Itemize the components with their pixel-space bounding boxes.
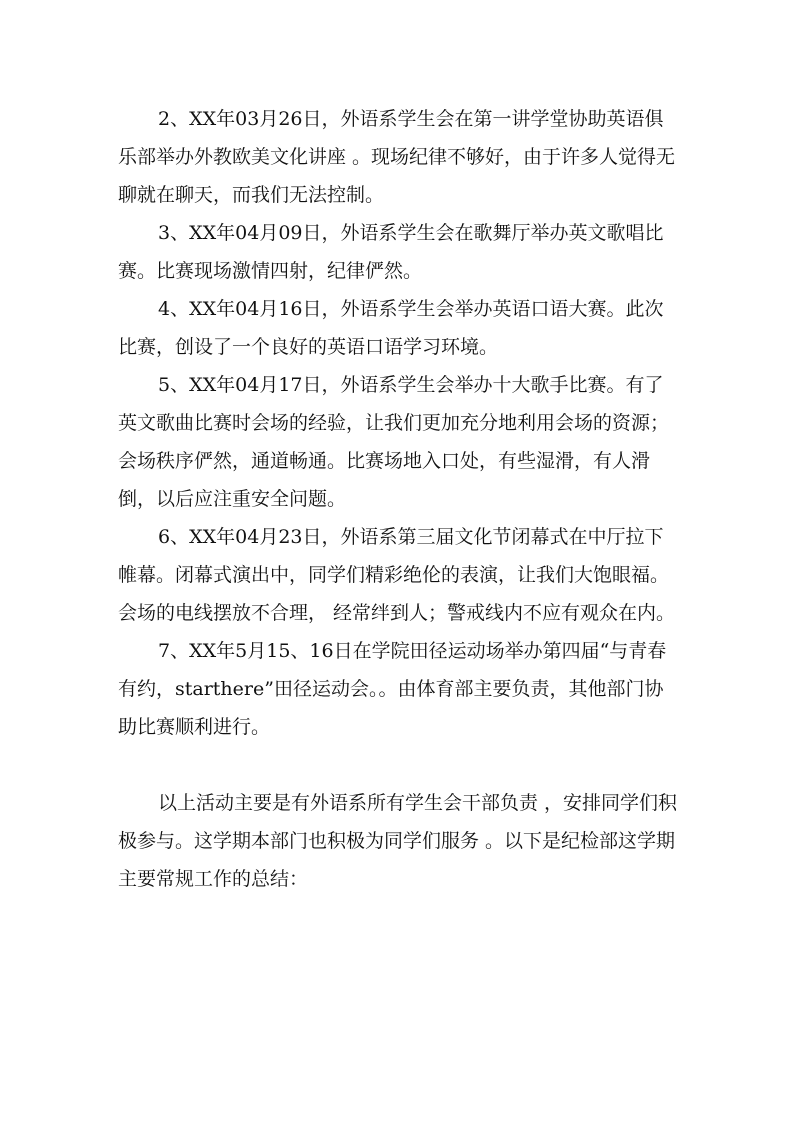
event-item-5: 5、XX年04月17日，外语系学生会举办十大歌手比赛。有了英文歌曲比赛时会场的经验，让我们更加充分地利用会场的资源；会场秩序俨然，通道畅通。比赛场地入口处，有些湿滑，有人滑倒，以后应注重安全问题。: [118, 374, 670, 510]
paragraph-spacer: [118, 746, 678, 784]
event-item-7: 7、XX年5月15、16日在学院田径运动场举办第四届“与青春有约，starthere”田径运动会。。由体育部主要负责，其他部门协助比赛顺利进行。: [118, 640, 667, 738]
event-item-3: 3、XX年04月09日，外语系学生会在歌舞厅举办英文歌唱比赛。比赛现场激情四射，纪律俨然。: [118, 222, 664, 282]
event-item-4: 4、XX年04月16日，外语系学生会举办英语口语大赛。此次比赛，创设了一个良好的英语口语学习环境。: [118, 298, 664, 358]
event-item-2: 2、XX年03月26日，外语系学生会在第一讲学堂协助英语俱乐部举办外教欧美文化讲座 。现场纪律不够好，由于许多人觉得无聊就在聊天，而我们无法控制。: [118, 108, 676, 206]
summary-paragraph: 以上活动主要是有外语系所有学生会干部负责 ，安排同学们积极参与。这学期本部门也积极为同学们服务 。以下是纪检部这学期主要常规工作的总结：: [118, 792, 678, 890]
event-item-6: 6、XX年04月23日，外语系第三届文化节闭幕式在中厅拉下帷幕。闭幕式演出中，同学们精彩绝伦的表演，让我们大饱眼福。会场的电线摆放不合理， 经常绊到人；警戒线内不应有观众在内。: [118, 526, 676, 624]
document-body: [118, 100, 678, 898]
